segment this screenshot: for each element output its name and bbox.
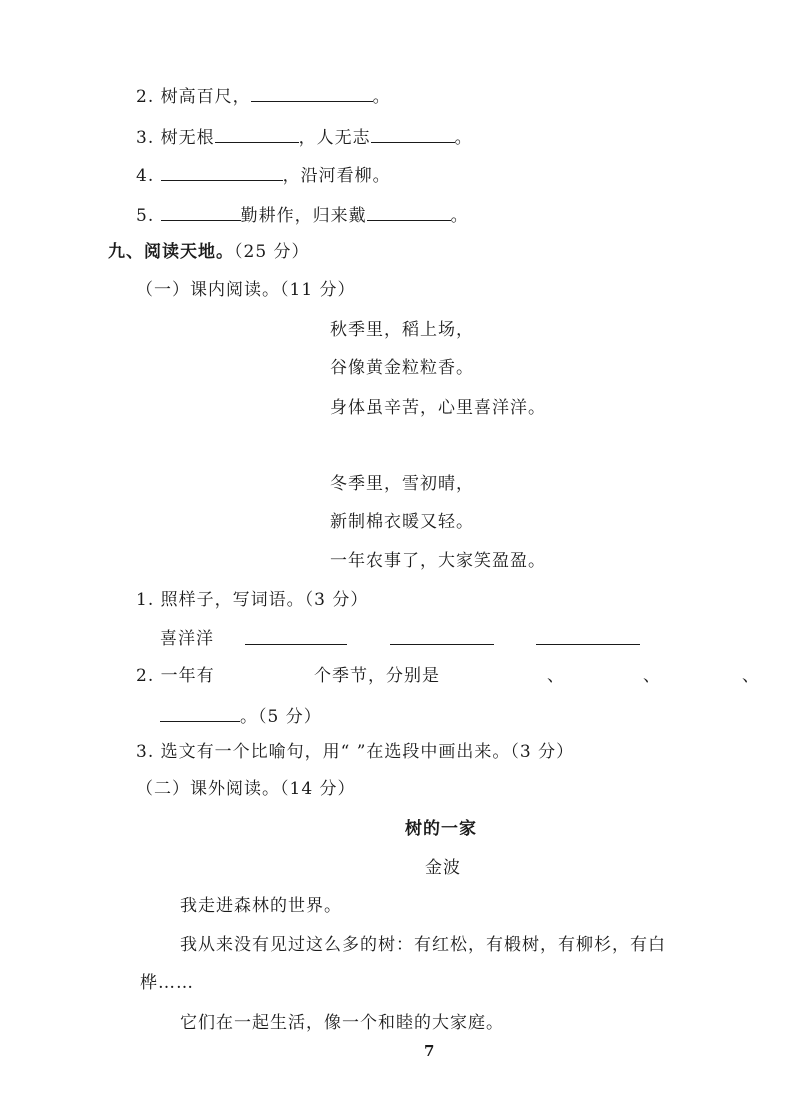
- article-title: 树的一家: [405, 819, 477, 839]
- question-1: 1. 照样子，写词语。（3 分）: [136, 590, 369, 610]
- answer-line[interactable]: [245, 644, 347, 645]
- separator: 、: [547, 666, 565, 686]
- fill-q5: [136, 204, 469, 227]
- section-score: （25 分）: [234, 242, 310, 262]
- article-paragraph: 它们在一起生活，像一个和睦的大家庭。: [180, 1013, 504, 1033]
- fill-q2-text: 2. 树高百尺，: [136, 87, 251, 107]
- part1-title: （一）课内阅读。（11 分）: [136, 280, 356, 300]
- article-author: 金波: [425, 858, 461, 878]
- question-3: 3. 选文有一个比喻句，用“ ”在选段中画出来。（3 分）: [136, 742, 575, 762]
- poem-line: 新制棉衣暖又轻。: [330, 512, 474, 532]
- poem-line: 秋季里，稻上场，: [330, 320, 474, 340]
- page-number: 7: [424, 1042, 436, 1060]
- answer-blank[interactable]: [371, 126, 455, 143]
- fill-q5-text: 5.: [136, 206, 161, 226]
- fill-q4: [136, 164, 391, 187]
- answer-blank[interactable]: [161, 164, 283, 181]
- poem-line: 身体虽辛苦，心里喜洋洋。: [330, 398, 546, 418]
- answer-blank[interactable]: [160, 705, 240, 722]
- fill-q3: [136, 126, 473, 149]
- section-heading: [108, 241, 310, 263]
- answer-line[interactable]: [536, 644, 640, 645]
- answer-blank[interactable]: [161, 204, 241, 221]
- fill-q2: [136, 85, 391, 108]
- fill-q5-mid: 勤耕作，归来戴: [240, 206, 367, 226]
- poem-line: 一年农事了，大家笑盈盈。: [330, 551, 546, 571]
- fill-q4-end: ，沿河看柳。: [282, 166, 391, 186]
- poem-line: 谷像黄金粒粒香。: [330, 358, 474, 378]
- fill-q3-end: 。: [454, 128, 473, 148]
- question-2-score: 。（5 分）: [240, 707, 322, 727]
- fill-q4-text: 4.: [136, 166, 161, 186]
- fill-q5-end: 。: [450, 206, 469, 226]
- answer-line[interactable]: [390, 644, 494, 645]
- answer-blank[interactable]: [215, 126, 299, 143]
- example-word: 喜洋洋: [160, 629, 214, 649]
- answer-blank[interactable]: [251, 85, 373, 102]
- part2-title: （二）课外阅读。（14 分）: [136, 779, 356, 799]
- question-2-tail: [160, 705, 322, 728]
- section-title: 九、阅读天地。: [108, 242, 234, 262]
- fill-q3-text: 3. 树无根: [136, 128, 215, 148]
- article-paragraph: 桦……: [140, 973, 194, 993]
- separator: 、: [742, 666, 760, 686]
- article-paragraph: 我从来没有见过这么多的树：有红松，有椴树，有柳杉，有白: [180, 935, 666, 955]
- question-2-mid: 个季节，分别是: [314, 666, 440, 686]
- answer-blank[interactable]: [367, 204, 451, 221]
- question-2-lead: 2. 一年有: [136, 666, 215, 686]
- fill-q3-mid: ，人无志: [298, 128, 371, 148]
- fill-q2-end: 。: [372, 87, 391, 107]
- separator: 、: [643, 666, 661, 686]
- poem-line: 冬季里，雪初晴，: [330, 474, 474, 494]
- article-paragraph: 我走进森林的世界。: [180, 896, 342, 916]
